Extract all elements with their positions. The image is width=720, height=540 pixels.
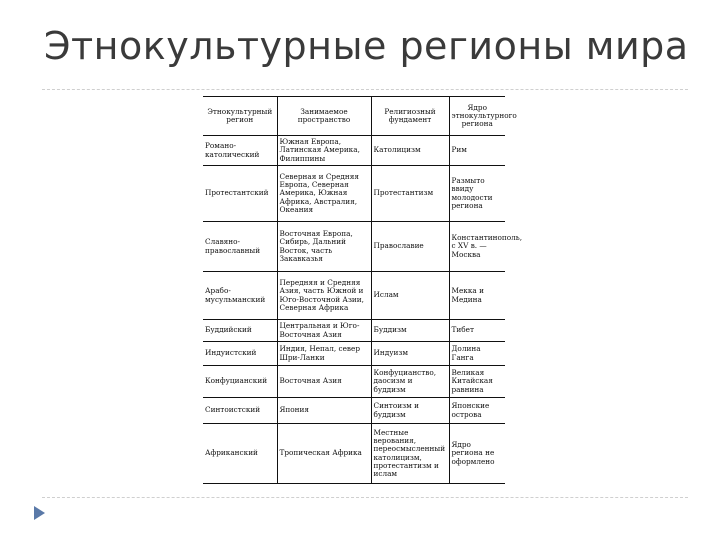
cell-religion: Местные верования, переосмысленный католицизм, протестантизм и ислам xyxy=(371,424,449,484)
cell-religion: Католицизм xyxy=(371,136,449,166)
footer-divider xyxy=(42,497,688,498)
cell-region: Синтоистский xyxy=(203,398,277,424)
table-row xyxy=(203,136,505,166)
cell-region: Славяно-православный xyxy=(203,222,277,272)
bullet-triangle-icon xyxy=(34,506,45,520)
cell-core: Мекка и Медина xyxy=(449,272,505,320)
cell-religion: Православие xyxy=(371,222,449,272)
cell-religion: Ислам xyxy=(371,272,449,320)
cell-core: Константинополь, с XV в. — Москва xyxy=(449,222,505,272)
cell-religion: Синтоизм и буддизм xyxy=(371,398,449,424)
cell-territory: Восточная Азия xyxy=(277,366,371,398)
cell-territory: Индия, Непал, север Шри-Ланки xyxy=(277,342,371,366)
cell-territory: Передняя и Средняя Азия, часть Южной и Юго-Восточной Азии, Северная Африка xyxy=(277,272,371,320)
cell-core: Долина Ганга xyxy=(449,342,505,366)
table-row xyxy=(203,424,505,484)
cell-territory: Восточная Европа, Сибирь, Дальний Восток, часть Закавказья xyxy=(277,222,371,272)
cell-region: Протестантский xyxy=(203,166,277,222)
cell-region: Индуистский xyxy=(203,342,277,366)
table-row xyxy=(203,222,505,272)
table-row xyxy=(203,166,505,222)
cell-territory: Тропическая Африка xyxy=(277,424,371,484)
cell-region: Арабо-мусульманский xyxy=(203,272,277,320)
cell-core: Великая Китайская равнина xyxy=(449,366,505,398)
cell-region: Буддийский xyxy=(203,320,277,342)
table-header-row xyxy=(203,97,505,136)
cell-territory: Южная Европа, Латинская Америка, Филиппины xyxy=(277,136,371,166)
table-row xyxy=(203,366,505,398)
cell-religion: Конфуцианство, даосизм и буддизм xyxy=(371,366,449,398)
header-core: Ядро этнокультурного региона xyxy=(449,97,505,136)
cell-core: Размыто ввиду молодости региона xyxy=(449,166,505,222)
cell-territory: Северная и Средняя Европа, Северная Америка, Южная Африка, Австралия, Океания xyxy=(277,166,371,222)
cell-region: Африканский xyxy=(203,424,277,484)
cell-region: Романо-католический xyxy=(203,136,277,166)
table-row xyxy=(203,272,505,320)
ethnocultural-regions-table xyxy=(203,96,523,484)
cell-core: Тибет xyxy=(449,320,505,342)
table-row xyxy=(203,342,505,366)
slide-title: Этнокультурные регионы мира xyxy=(44,24,689,68)
cell-region: Конфуцианский xyxy=(203,366,277,398)
table-row xyxy=(203,398,505,424)
cell-core: Японские острова xyxy=(449,398,505,424)
header-region: Этнокультурный регион xyxy=(203,97,277,136)
table-row xyxy=(203,320,505,342)
header-territory: Занимаемое пространство xyxy=(277,97,371,136)
title-divider xyxy=(42,89,688,90)
cell-territory: Центральная и Юго-Восточная Азия xyxy=(277,320,371,342)
cell-core: Рим xyxy=(449,136,505,166)
cell-territory: Япония xyxy=(277,398,371,424)
cell-core: Ядро региона не оформлено xyxy=(449,424,505,484)
cell-religion: Протестантизм xyxy=(371,166,449,222)
header-religion: Религиозный фундамент xyxy=(371,97,449,136)
cell-religion: Индуизм xyxy=(371,342,449,366)
cell-religion: Буддизм xyxy=(371,320,449,342)
